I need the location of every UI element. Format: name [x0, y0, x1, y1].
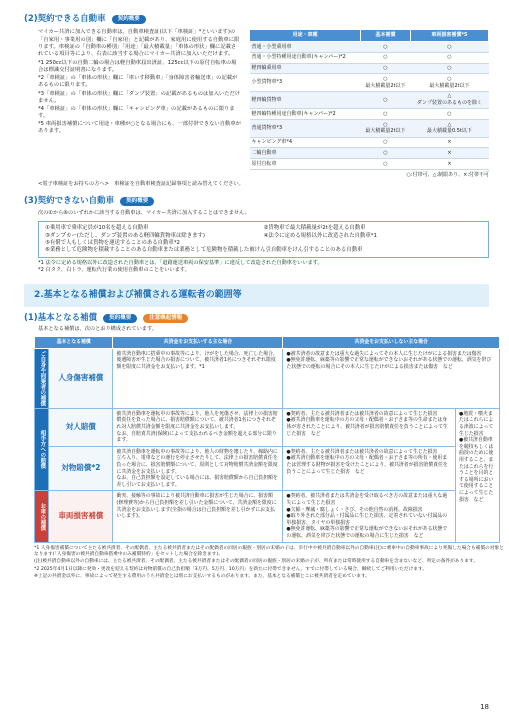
pay-cell: 被共済自動車に搭乗中の事故等により、けがをした場合、死亡した場合、後遺障害が生じた場合の損害について、被共済者1名につきそれぞれ限度額を限度に共済金をお支払いします。*1	[113, 348, 283, 408]
vehicle-type-cell: 軽四輪乗用車	[250, 63, 361, 74]
vehicle-type-cell: 普通貨物車*3	[250, 120, 361, 138]
vehicle-damage-cell: △ ダンプ装置のあるものを除く	[410, 91, 488, 109]
vehicle-damage-cell: ×	[410, 159, 488, 170]
box-row	[45, 240, 482, 247]
vehicle-damage-cell: △ 最大積載量0.5t以下	[410, 120, 488, 138]
ineligible-item: ④法令に定める規格以外に改造された自動車*1	[263, 232, 377, 239]
table-row	[250, 42, 489, 53]
basic-coverage-heading	[24, 313, 489, 324]
vehicle-type-cell: 軽四輪特種用途自動車(キャンパー)*2	[250, 109, 361, 120]
table-row	[250, 159, 489, 170]
table-row	[35, 446, 500, 491]
basic-coverage-cell: ○	[361, 137, 411, 148]
table-row	[250, 148, 489, 159]
table-header: 共済金をお支払いしない主な場合	[283, 337, 500, 349]
table-row	[250, 120, 489, 138]
chapter-banner: 2.基本となる補償および補償される運転者の範囲等	[24, 284, 489, 306]
basic-coverage-cell: ○	[361, 63, 411, 74]
coverage-name: 人身傷害補償	[49, 348, 113, 408]
basic-coverage-cell: ○	[361, 148, 411, 159]
section-2-notes	[38, 60, 241, 135]
contract-summary-tag: 契約概要	[112, 15, 146, 24]
basic-coverage-cell: ○ 最大積載量2t以下	[361, 74, 411, 92]
nopay-cell: ●契約者、主たる被共済者または被共済者の故意によって生じた損害 ●被共済自動車を運転中の方の父母・配偶者・お子さま等の所有・使用または管理する財物が損害を受けたことにより、被共済者が損害賠償責任を負うことによって生じた損害 など	[283, 446, 456, 491]
vehicle-type-cell: 普通・小型特種用途自動車(キャンパー)*2	[250, 52, 361, 63]
coverage-name: 対物賠償*2	[49, 446, 113, 491]
section-3-note: *1 法令に定める規格以外に改造された自動車とは、「道路運送車両の保安基準」に違反して改造された自動車をいいます。	[38, 260, 323, 267]
note-item: *5 車両損害補償について用途・車種が○となる場合にも、一部付帯できない自動車があります。	[38, 121, 241, 135]
coverage-table	[34, 336, 500, 543]
coverage-name: 対人賠償	[49, 408, 113, 446]
pay-cell: 被共済自動車を運転中の事故等により、他人を死傷させ、法律上の損害賠償責任を負った場合に、損害賠償額について、被共済者1名につきそれぞれ対人賠償共済金額を限度に共済金をお支払いします。 なお、自賠責共済(保険)によって支払われるべき金額を超える部分に限ります。	[113, 408, 283, 446]
table-row	[250, 137, 489, 148]
box-row	[45, 225, 482, 232]
pay-cell: 衝突、接触等の事故により被共済自動車に損害が生じた場合に、損害額(修理費等)から自己負担額を差し引いた金額について、共済金額を限度に共済金をお支払いします(全損の場合は自己負担額を差し引かずにお支払いします)。	[113, 491, 283, 542]
ineligible-item: ③ダンプカー(ただし、ダンプ装置のある軽四輪貨物車は除きます)	[45, 232, 206, 239]
table-row	[250, 74, 489, 92]
section-2-paragraph: マイカー共済に加入できる自動車は、自動車検査証(以下「車検証」*といいます)の「自家用・事業用の別」欄に「自家用」と記載があり、家庭用に使用する自動車に限ります。車検証の「自動車の種別」「用途」「最大積載量」「車体の形状」欄に記載されている項目等により、右表に該当する場合にマイカー共済に加入いただけます。	[38, 29, 240, 57]
contract-summary-tag: 契約概要	[120, 197, 154, 206]
section-2-body	[24, 29, 489, 178]
box-row	[45, 247, 482, 254]
note-item: *1 250cc以下の自動二輪の場合は軽自動車届出済証、125cc以下の原付自転車の場合は標識交付証明書になります。	[38, 60, 237, 74]
section-3-note: *2 白タク、白トラ、運転代行業の使用自動車のことをいいます。	[38, 267, 190, 274]
contract-summary-tag: 契約概要	[103, 314, 137, 323]
vehicle-type-cell: 普通・小型乗用車	[250, 42, 361, 53]
vehicle-damage-cell: ○	[410, 42, 488, 53]
vehicle-type-cell: 小型貨物車*3	[250, 74, 361, 92]
note-item: *4「車検証」の「車体の形状」欄に「キャンピング車」の記載があるものに限ります。	[38, 105, 235, 120]
vehicle-type-table-wrap	[249, 29, 489, 178]
table-row	[35, 348, 500, 408]
table-row	[35, 408, 500, 446]
table-row	[35, 491, 500, 542]
table-row	[250, 52, 489, 63]
table-header: 基本となる補償	[35, 337, 113, 349]
ineligible-vehicles-box	[38, 221, 489, 258]
table-row	[250, 63, 489, 74]
nopay-cell: ●契約者、被共済者または共済金を受け取るべき方の故意または重大な過失によって生じた損害 ●欠陥・摩滅・腐しょく・さび、その他自然の消耗、故障損害 ●取り外された部分品・付属品に生じた損害、定着されていない付属品の単独損害、タイヤの単独損害 ●無免許運転、麻薬等の影響で正常な運転ができないおそれがある状態での運転、酒気を帯びた状態での運転の場合に生じた損害 など	[283, 491, 456, 542]
section-3-title: (3)契約できない自動車	[24, 195, 115, 206]
common-exclusion-cell: ●地震・噴火またはこれらによる津波によって生じた損害 ●被共済自動車を競技もしくは曲技のために使用すること、またはこれらを行うことを目的とする場所において使用することによって生じた損害 など	[456, 408, 500, 542]
table-row	[250, 109, 489, 120]
basic-coverage-cell: ○	[361, 42, 411, 53]
basic-coverage-cell: ○	[361, 159, 411, 170]
vehicle-type-cell: 原付自転車	[250, 159, 361, 170]
note-item: *2「車検証」の「車体の形状」欄に「車いす移動車」「身体障害者輸送車」の記載があるものに限ります。	[38, 75, 238, 89]
coverage-name: 車両損害補償	[49, 491, 113, 542]
group-label: ご自身や同乗者の補償	[35, 348, 49, 408]
vehicle-damage-cell: ○	[410, 52, 488, 63]
footnote: (注)被共済自動車以外の自動車には、主たる被共済者、その配偶者、主たる被共済者またはその配偶者の同居の親族・別居の未婚の子が、所有または常時使用する自動車を含まないなど、所定の条件があります。	[34, 559, 478, 565]
basic-coverage-intro: 基本となる補償は、次のとおり構成されています。	[38, 326, 157, 333]
section-2-title: (2)契約できる自動車	[24, 14, 106, 24]
coverage-footnotes	[34, 546, 504, 581]
box-row	[45, 233, 482, 240]
ineligible-item: ⑥業務として危険物を積載することのある自動車または業務として危険物を積載した被けん引自動車をけん引することのある自動車	[45, 247, 363, 254]
vehicle-table-body	[250, 42, 489, 170]
vehicle-damage-cell: ○	[410, 109, 488, 120]
section-3-intro: 次の①から⑥のいずれかに該当する自動車は、マイカー共済に加入することはできません。	[38, 210, 250, 217]
e-inspection-note: <電子車検証をお持ちの方へ> 車検証を自動車検査証記録事項と読み替えてください。	[38, 180, 244, 187]
pay-cell: 被共済自動車を運転中の事故等により、他人の財物を壊したり、線路内に立ち入り、電車などの運行を停止させたりして、法律上の損害賠償責任を負った場合に、損害賠償額について、原則として対物賠償共済金額を限度に共済金をお支払いします。 なお、自己負担額を設定している場合には、損害賠償額から自己負担額を差し引いてお支払いします。	[113, 446, 283, 491]
ineligible-item: ①乗用車で乗車定員が10名を超える自動車	[45, 225, 149, 232]
page-number: 18	[480, 702, 489, 711]
vehicle-type-cell: 二輪自動車	[250, 148, 361, 159]
basic-coverage-cell: ○	[361, 91, 411, 109]
group-label: お車の補償	[35, 491, 49, 542]
table-header: 共済金をお支払いする主な場合	[113, 337, 283, 349]
vehicle-damage-cell: ○	[410, 63, 488, 74]
section-3-heading	[24, 196, 489, 207]
table-row	[250, 91, 489, 109]
footnote: ※上記の共済金以外に、事故によって発生する費用のうち共済金とは別にお支払いするものがあります。また、基本となる補償とこに被共済者を定めています。	[34, 574, 370, 580]
table-header: 車両損害補償*5	[410, 30, 488, 42]
nopay-cell: ●契約者、主たる被共済者または被共済者の故意によって生じた損害 ●被共済自動車を運転中の方の父母・配偶者・お子さま等の生命または身体が害されたことにより、被共済者が損害賠償責任を負うことによって生じた損害 など	[283, 408, 456, 446]
group-label: 相手方への賠償	[35, 408, 49, 491]
ineligible-item: ②貨物車で最大積載量が2tを超える自動車	[263, 225, 366, 232]
basic-coverage-cell: ○	[361, 109, 411, 120]
vehicle-type-cell: 軽四輪貨物車	[250, 91, 361, 109]
vehicle-type-cell: キャンピング車*4	[250, 137, 361, 148]
section-2-heading	[24, 14, 489, 25]
note-item: *3「車検証」の「車体の形状」欄に「ダンプ装置」の記載があるものは加入いただけません。	[38, 90, 241, 104]
basic-coverage-title: (1)基本となる補償	[24, 312, 98, 323]
vehicle-damage-cell: ×	[410, 148, 488, 159]
vehicle-damage-cell: ○ 最大積載量2t以下	[410, 74, 488, 92]
ineligible-item: ⑤有償で人もしくは貨物を運送することのある自動車*2	[45, 239, 180, 246]
vehicle-type-table	[249, 29, 489, 170]
caution-info-tag: 注意喚起情報	[143, 314, 188, 323]
basic-coverage-cell: ○	[361, 52, 411, 63]
table-legend: ○:付帯可、△:制限あり、×:付帯不可	[406, 171, 489, 178]
footnote: *2 2025年4月1日以降に発効・更改を迎える契約は対物賠償の自己負担額「3万円、5万円、10万円」を新たに付帯できません。すでに付帯している場合、継続してご利用いただけます。	[34, 566, 427, 572]
table-header: 用途・車種	[250, 30, 361, 42]
table-header: 基本補償	[361, 30, 411, 42]
basic-coverage-cell: ○ 最大積載量2t以下	[361, 120, 411, 138]
nopay-cell: ●被共済者の故意または重大な過失によってその本人に生じたけがによる損害または傷害 ●無免許運転、麻薬等の影響で正常な運転ができないおそれがある状態での運転、酒気を帯びた状態での運転の場合にその本人に生じたけがによる損害または傷害 など	[283, 348, 500, 408]
footnote: *1 人身傷害補償について主たる被共済者、その配偶者、主たる被共済者またはその配偶者の同居の親族・別居の未婚の子は、歩行中や被共済自動車以外の自動車(注)に乗車中の自動車事故により死傷した場合も補償の対象となります(「人身傷害の被共済自動車搭乗中のみ補償特約」をセットした場合を除きます)。	[34, 545, 504, 557]
section-2-text	[24, 29, 241, 178]
vehicle-damage-cell: ×	[410, 137, 488, 148]
